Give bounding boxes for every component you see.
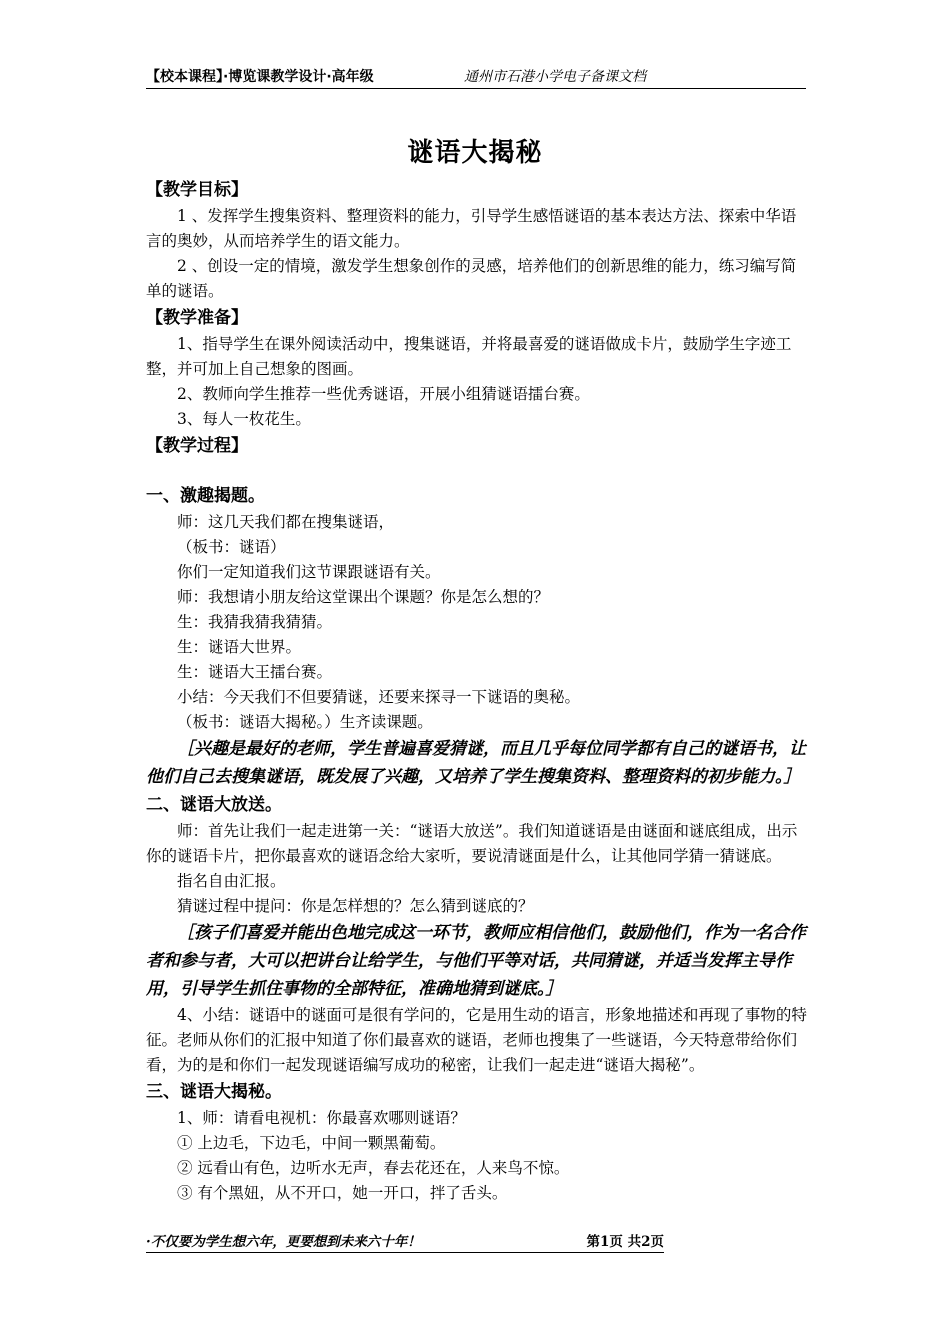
- footer-motto: ·不仅要为学生想六年，更要想到未来六十年！: [146, 1234, 421, 1250]
- dialogue-line: 生：谜语大王擂台赛。: [177, 663, 333, 681]
- document-body: [146, 176, 808, 1206]
- part1-heading: 一、激趣揭题。: [146, 486, 265, 506]
- riddle-item: ③ 有个黑妞，从不开口，她一开口，拌了舌头。: [177, 1184, 508, 1202]
- dialogue-line: 猜谜过程中提问：你是怎样想的？怎么猜到谜底的？: [177, 897, 534, 915]
- riddle-item: ② 远看山有色，边听水无声，春去花还在，人来鸟不惊。: [177, 1159, 570, 1177]
- part2-heading: 二、谜语大放送。: [146, 795, 282, 815]
- page-footer: [146, 1230, 664, 1253]
- dialogue-line: 生：我猜我猜我猜猜。: [177, 613, 333, 631]
- dialogue-line: 师：这几天我们都在搜集谜语，: [177, 513, 395, 531]
- dialogue-line: 指名自由汇报。: [177, 872, 286, 890]
- prep-item: 1、指导学生在课外阅读活动中，搜集谜语，并将最喜爱的谜语做成卡片，鼓励学生字迹工整，并可加上自己想象的图画。: [146, 335, 792, 378]
- dialogue-line: （板书：谜语）: [177, 538, 286, 556]
- dialogue-line: 师：我想请小朋友给这堂课出个课题？你是怎么想的？: [177, 588, 550, 606]
- teacher-paragraph: 师：首先让我们一起走进第一关：“谜语大放送”。我们知道谜语是由谜面和谜底组成，出示你的谜语卡片，把你最喜欢的谜语念给大家听，要说清谜面是什么，让其他同学猜一猜谜底。: [146, 822, 798, 865]
- dialogue-line: 生：谜语大世界。: [177, 638, 302, 656]
- page-header: [146, 66, 806, 89]
- dialogue-line: 你们一定知道我们这节课跟谜语有关。: [177, 563, 441, 581]
- prep-item: 2、教师向学生推荐一些优秀谜语，开展小组猜谜语擂台赛。: [177, 385, 590, 403]
- header-course-label: 【校本课程】·博览课教学设计·高年级: [146, 69, 374, 85]
- prep-heading: 【教学准备】: [146, 308, 248, 328]
- dialogue-line: 1、师：请看电视机：你最喜欢哪则谜语？: [177, 1109, 466, 1127]
- goals-heading: 【教学目标】: [146, 180, 248, 200]
- part3-heading: 三、谜语大揭秘。: [146, 1082, 282, 1102]
- teaching-note: ［兴趣是最好的老师，学生普遍喜爱猜谜，而且几乎每位同学都有自己的谜语书，让他们自己去搜集谜语，既发展了兴趣，又培养了学生搜集资料、整理资料的初步能力。］: [146, 739, 806, 787]
- teaching-note: ［孩子们喜爱并能出色地完成这一环节，教师应相信他们，鼓励他们，作为一名合作者和参与者，大可以把讲台让给学生，与他们平等对话，共同猜谜，并适当发挥主导作用，引导学生抓住事物的全部特征，准确地猜到谜底。］: [146, 923, 806, 999]
- document-title: 谜语大揭秘: [407, 138, 543, 168]
- prep-item: 3、每人一枚花生。: [177, 410, 311, 428]
- dialogue-line: 小结：今天我们不但要猜谜，还要来探寻一下谜语的奥秘。: [177, 688, 581, 706]
- dialogue-line: （板书：谜语大揭秘。）生齐读课题。: [177, 713, 433, 731]
- goal-item: 1 、发挥学生搜集资料、整理资料的能力，引导学生感悟谜语的基本表达方法、探索中华语言的奥妙，从而培养学生的语文能力。: [146, 207, 797, 250]
- riddle-item: ① 上边毛，下边毛，中间一颗黑葡萄。: [177, 1134, 446, 1152]
- header-school-label: 通州市石港小学电子备课文档: [464, 69, 646, 85]
- page-number: 第1页 共2页: [586, 1234, 664, 1250]
- summary-paragraph: 4、小结：谜语中的谜面可是很有学问的，它是用生动的语言，形象地描述和再现了事物的特征。老师从你们的汇报中知道了你们最喜欢的谜语，老师也搜集了一些谜语，今天特意带给你们看，为的是和你们一起发现谜语编写成功的秘密，让我们一起走进“谜语大揭秘”。: [146, 1006, 807, 1074]
- goal-item: 2 、创设一定的情境，激发学生想象创作的灵感，培养他们的创新思维的能力，练习编写简单的谜语。: [146, 257, 797, 300]
- process-heading: 【教学过程】: [146, 436, 248, 456]
